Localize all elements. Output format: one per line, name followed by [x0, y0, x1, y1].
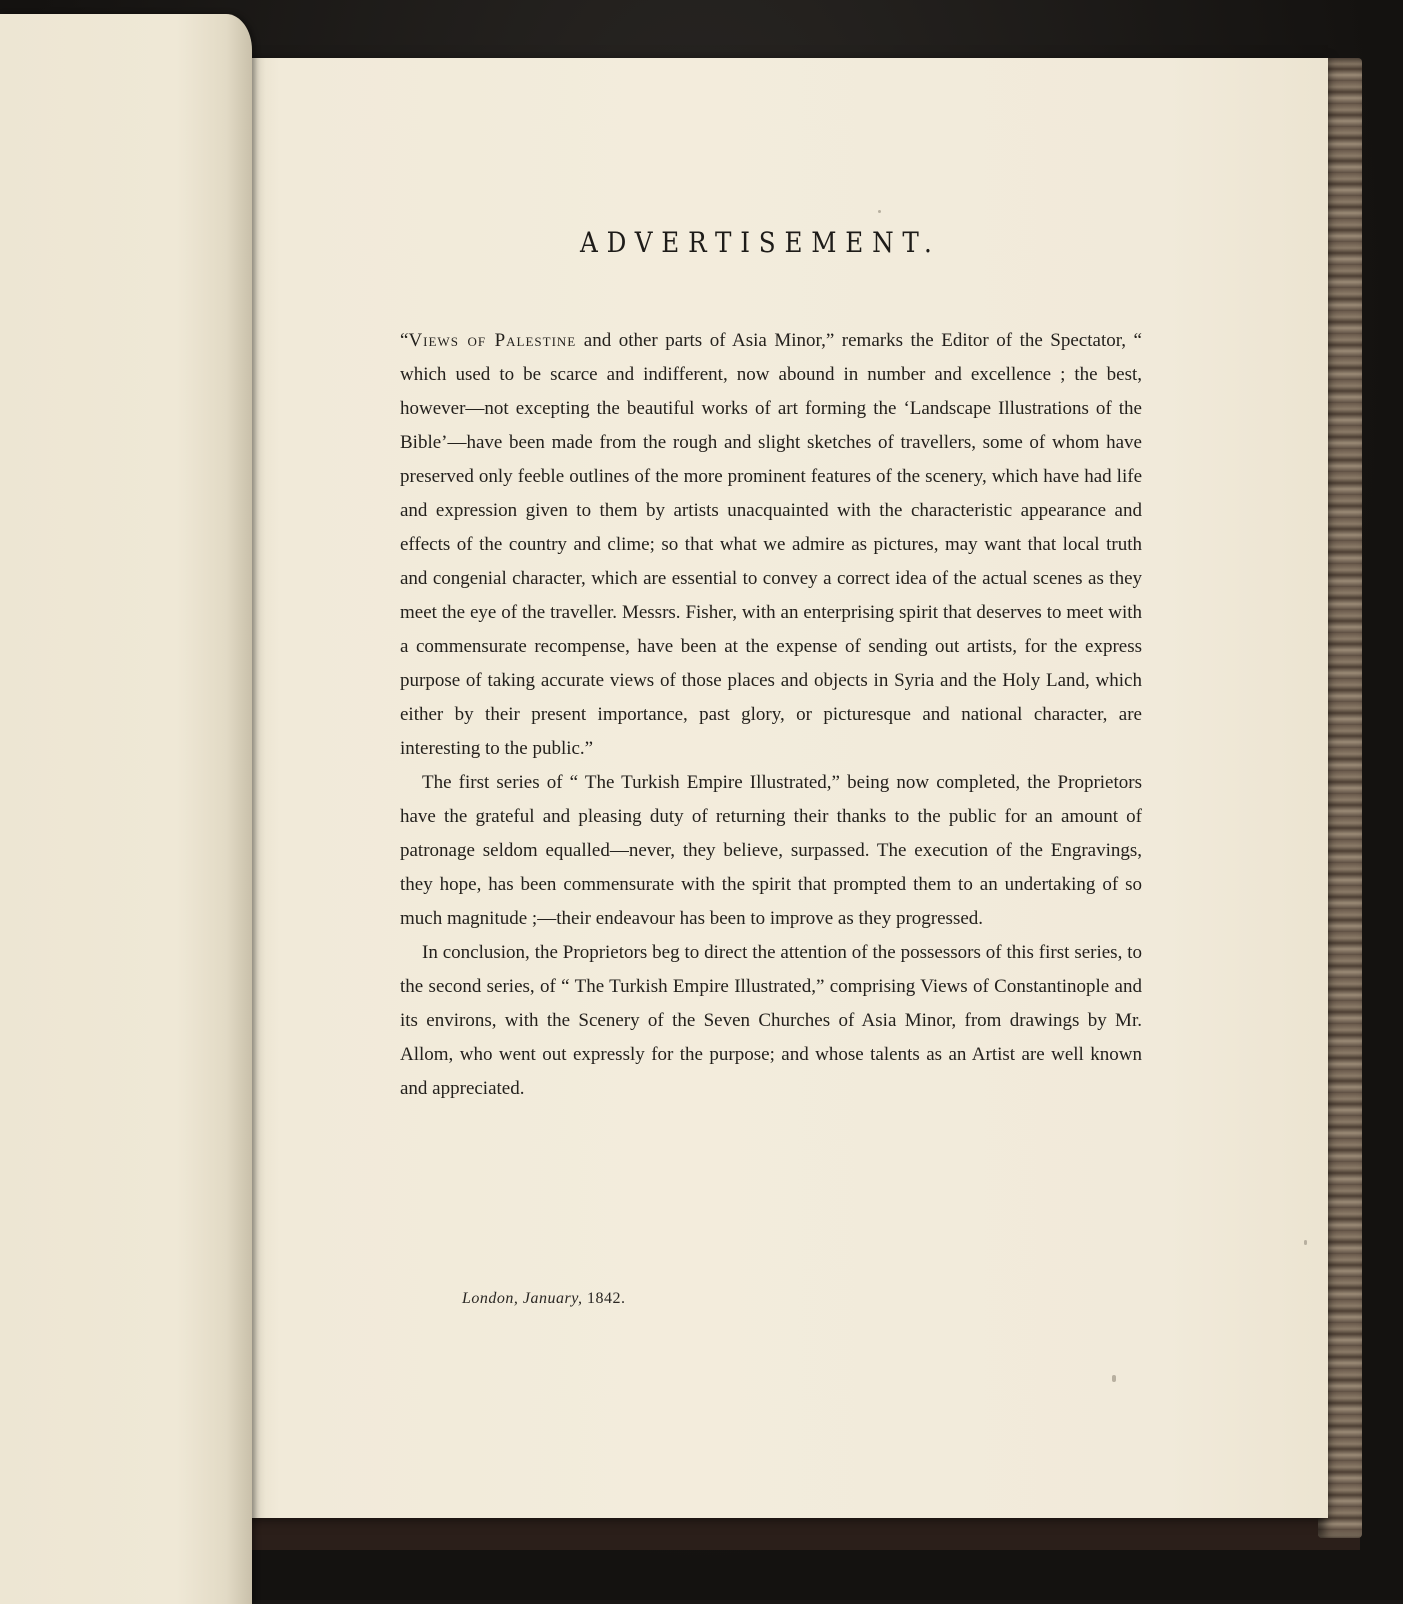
paper-speck	[1304, 1240, 1307, 1245]
paper-speck	[878, 210, 881, 213]
dateline	[462, 1290, 625, 1308]
paragraph-2: The first series of “ The Turkish Empire Illustrated,” being now completed, the Proprietors have the grateful and pleasing duty of returning their thanks to the public for an amount of patronage seldom equalled—never, they believe, surpassed. The execution of the Engravings, they hope, has been commensurate with the spirit that prompted them to an undertaking of so much magnitude ;—their endeavour has been to improve as they progressed.	[400, 772, 1142, 929]
paragraph-1-text: and other parts of Asia Minor,” remarks the Editor of the Spectator, “ which used to be scarce and indifferent, now abound in number and excellence ; the best, however—not excepting the beautiful works of art forming the ‘Landscape Illustrations of the Bible’—have been made from the rough and slight sketches of travellers, some of whom have preserved only feeble outlines of the more prominent features of the scenery, which have had life and expression given to them by artists unacquainted with the characteristic appearance and effects of the country and clime; so that what we admire as pictures, may want that local truth and congenial character, which are essential to convey a correct idea of the actual scenes as they meet the eye of the traveller. Messrs. Fisher, with an enterprising spirit that deserves to meet with a commensurate recompense, have been at the expense of sending out artists, for the express purpose of taking accurate views of those places and objects in Syria and the Holy Land, which either by their present importance, past glory, or picturesque and national character, are interesting to the public.”	[400, 330, 1142, 759]
opening-quote: “	[400, 330, 409, 351]
paragraph-3: In conclusion, the Proprietors beg to direct the attention of the possessors of this first series, to the second series, of “ The Turkish Empire Illustrated,” comprising Views of Constantinople and its environs, with the Scenery of the Seven Churches of Asia Minor, from drawings by Mr. Allom, who went out expressly for the purpose; and whose talents as an Artist are well known and appreciated.	[400, 942, 1142, 1099]
smallcaps-lead: Views of Palestine	[408, 330, 577, 351]
left-page	[0, 14, 252, 1604]
paper-speck	[1112, 1375, 1116, 1382]
paragraph-1	[400, 324, 1142, 766]
advertisement-body	[400, 324, 1142, 1106]
page-title: ADVERTISEMENT.	[580, 226, 941, 259]
dateline-year: 1842.	[586, 1290, 626, 1307]
dateline-place: London, January,	[462, 1290, 583, 1307]
